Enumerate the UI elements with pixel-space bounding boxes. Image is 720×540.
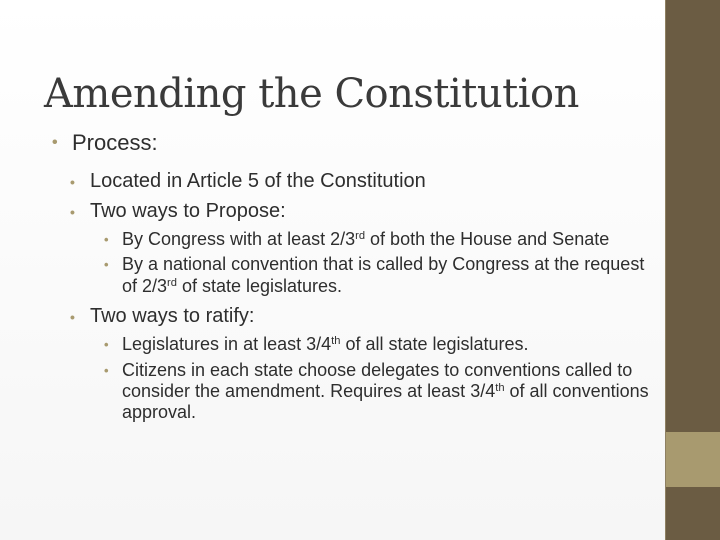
bullet-propose-congress: [52, 229, 652, 250]
ordinal-suffix: rd: [167, 276, 177, 289]
bullet-propose: [52, 200, 652, 224]
bullet-process: [52, 130, 652, 156]
bullet-text-pre: Citizens in each state choose delegates to conventions called to consider the amendment. Requires at least 3/4: [122, 359, 633, 401]
ordinal-suffix: th: [495, 381, 505, 394]
bullet-text-pre: By Congress with at least 2/3: [122, 229, 356, 250]
bullet-icon: •: [52, 134, 58, 151]
bullet-icon: •: [70, 173, 75, 190]
bullet-text-post: of all conventions approval.: [122, 380, 649, 423]
bullet-propose-convention: [52, 254, 652, 296]
bullet-located: [52, 170, 652, 194]
bullet-ratify-legislatures: [52, 334, 652, 355]
bullet-icon: •: [70, 308, 75, 325]
bullet-ratify: [52, 305, 652, 329]
bullet-text: Two ways to Propose:: [90, 199, 286, 222]
bullet-icon: •: [70, 203, 75, 220]
slide-content: [52, 130, 652, 427]
ordinal-suffix: rd: [355, 230, 366, 243]
slide-title: Amending the Constitution: [44, 70, 579, 117]
bullet-icon: •: [104, 257, 109, 273]
bullet-icon: •: [104, 337, 109, 353]
bullet-text-post: of all state legislatures.: [340, 334, 529, 355]
bullet-text-post: of both the House and Senate: [365, 229, 610, 250]
bullet-text-pre: Legislatures in at least 3/4: [122, 334, 332, 355]
bullet-text-post: of state legislatures.: [176, 275, 343, 296]
bullet-text-pre: By a national convention that is called by Congress at the request of 2/3: [122, 254, 645, 296]
ordinal-suffix: th: [331, 335, 341, 348]
bullet-text: Two ways to ratify:: [90, 304, 255, 327]
side-accent-block: [666, 432, 720, 487]
bullet-ratify-conventions: [52, 360, 652, 424]
bullet-text: Located in Article 5 of the Constitution: [90, 169, 426, 192]
bullet-icon: •: [104, 362, 109, 378]
bullet-text: Process:: [72, 130, 158, 155]
bullet-icon: •: [104, 232, 109, 248]
